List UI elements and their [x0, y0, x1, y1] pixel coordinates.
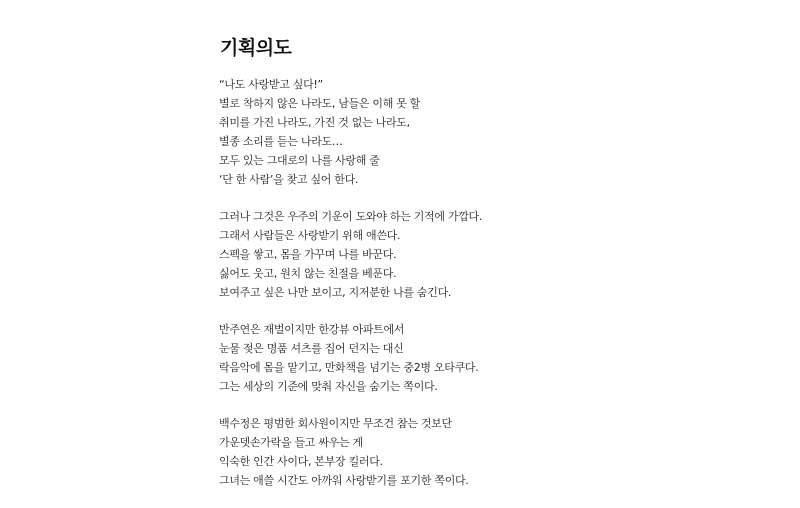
text-line: 그러나 그것은 우주의 기운이 도와야 하는 기적에 가깝다.	[219, 210, 483, 223]
paragraph-1	[219, 75, 639, 189]
text-line: 별종 소리를 듣는 나라도…	[219, 135, 343, 148]
text-line: 반주연은 재벌이지만 한강뷰 아파트에서	[219, 323, 405, 336]
text-line: 모두 있는 그대로의 나를 사랑해 줄	[219, 154, 380, 167]
text-line: 그래서 사람들은 사랑받기 위해 애쓴다.	[219, 229, 401, 242]
text-line: 눈물 젖은 명품 셔츠를 집어 던지는 대신	[219, 342, 404, 355]
text-line: 별로 착하지 않은 나라도, 남들은 이해 못 할	[219, 97, 421, 110]
page-title: 기획의도	[220, 37, 292, 59]
text-line: 그는 세상의 기준에 맞춰 자신을 숨기는 쪽이다.	[219, 380, 438, 393]
text-line: “나도 사랑받고 싶다!”	[219, 78, 323, 91]
paragraph-3	[219, 320, 639, 396]
paragraph-2	[219, 207, 639, 302]
text-line: 백수정은 평범한 회사원이지만 무조건 참는 것보단	[219, 417, 452, 430]
text-line: 익숙한 인간 사이다, 본부장 킬러다.	[219, 455, 383, 468]
text-line: 스펙을 쌓고, 몸을 가꾸며 나를 바꾼다.	[219, 248, 397, 261]
text-line: 그녀는 애쓸 시간도 아까워 사랑받기를 포기한 쪽이다.	[219, 474, 469, 487]
text-line: 싫어도 웃고, 원치 않는 친절을 베푼다.	[219, 267, 397, 280]
text-line: 보여주고 싶은 나만 보이고, 지저분한 나를 숨긴다.	[219, 286, 452, 299]
paragraph-4	[219, 414, 639, 490]
text-line: ‘단 한 사람’을 찾고 싶어 한다.	[219, 173, 359, 186]
text-line: 락음악에 몸을 맡기고, 만화책을 넘기는 중2병 오타쿠다.	[219, 361, 479, 374]
text-line: 가운뎃손가락을 들고 싸우는 게	[219, 436, 363, 449]
document-body	[219, 75, 639, 508]
text-line: 취미를 가진 나라도, 가진 것 없는 나라도,	[219, 116, 410, 129]
